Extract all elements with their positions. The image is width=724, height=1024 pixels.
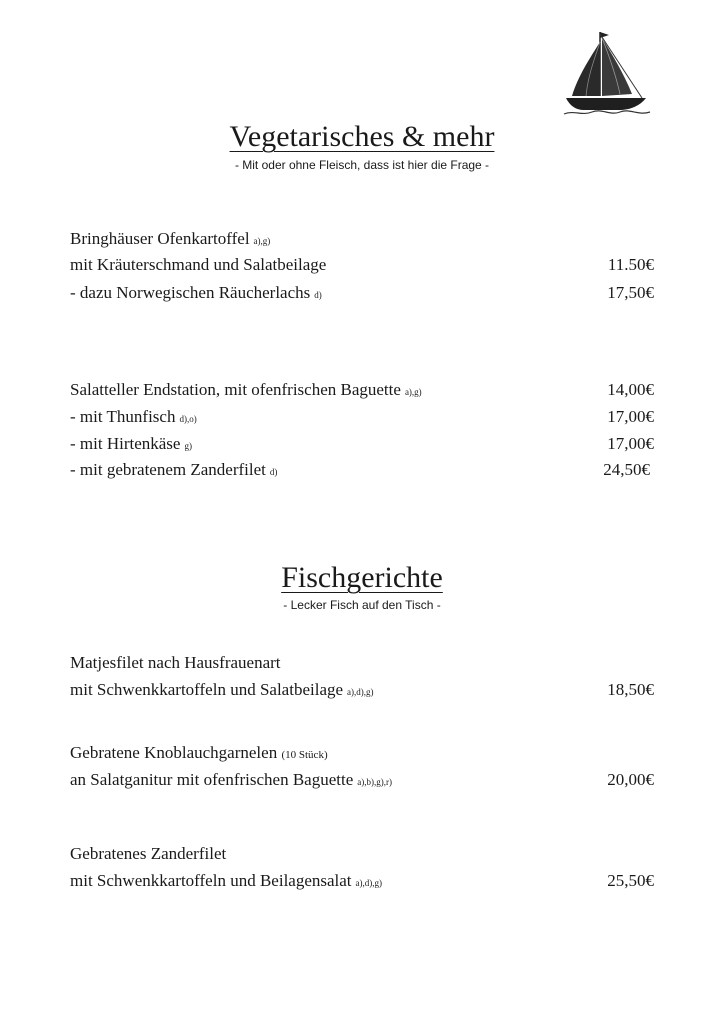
allergen-codes: a),g) bbox=[404, 387, 422, 397]
item-addon: - dazu Norwegischen Räucherlachs bbox=[70, 283, 311, 302]
item-addon: - mit gebratenem Zanderfilet bbox=[70, 460, 266, 479]
item-name: Bringhäuser Ofenkartoffel bbox=[70, 229, 250, 248]
item-price: 17,00€ bbox=[607, 407, 654, 426]
item-price: 17,50€ bbox=[607, 283, 654, 302]
item-addon: - mit Thunfisch bbox=[70, 407, 176, 426]
item-price: 11.50€ bbox=[607, 255, 654, 274]
item-price: 20,00€ bbox=[607, 770, 654, 789]
menu-line bbox=[70, 253, 654, 277]
menu-line bbox=[70, 768, 654, 792]
item-description: mit Schwenkkartoffeln und Beilagensalat bbox=[70, 871, 352, 890]
item-price: 25,50€ bbox=[607, 871, 654, 890]
menu-line bbox=[70, 405, 654, 429]
item-name: Gebratene Knoblauchgarnelen bbox=[70, 743, 278, 762]
menu-line bbox=[70, 741, 654, 765]
section-subtitle-fischgerichte: - Lecker Fisch auf den Tisch - bbox=[283, 598, 441, 612]
section-title-fischgerichte: Fischgerichte bbox=[281, 561, 443, 594]
item-name: Gebratenes Zanderfilet bbox=[70, 844, 227, 863]
item-name: Salatteller Endstation, mit ofenfrischen Baguette bbox=[70, 380, 401, 399]
menu-line bbox=[70, 432, 654, 456]
item-price: 18,50€ bbox=[607, 680, 654, 699]
allergen-codes: a),d),g) bbox=[355, 878, 383, 888]
allergen-codes: d),o) bbox=[179, 414, 197, 424]
menu-line bbox=[70, 651, 654, 675]
allergen-codes: a),g) bbox=[253, 236, 271, 246]
allergen-codes: d) bbox=[314, 290, 322, 300]
allergen-codes: d) bbox=[269, 467, 278, 477]
menu-line bbox=[70, 378, 654, 402]
item-description: mit Schwenkkartoffeln und Salatbeilage bbox=[70, 680, 344, 699]
item-price: 14,00€ bbox=[607, 380, 654, 399]
sailboat-logo-icon bbox=[560, 24, 652, 116]
allergen-codes: g) bbox=[184, 441, 192, 451]
item-price: 24,50€ bbox=[603, 460, 650, 479]
menu-line bbox=[70, 842, 654, 866]
menu-line bbox=[70, 678, 654, 702]
menu-line bbox=[70, 281, 654, 305]
item-name: Matjesfilet nach Hausfrauenart bbox=[70, 653, 281, 672]
allergen-codes: a),d),g) bbox=[347, 687, 374, 697]
item-description: mit Kräuterschmand und Salatbeilage bbox=[70, 255, 327, 274]
allergen-codes: a),b),g),r) bbox=[357, 777, 392, 787]
menu-line bbox=[70, 458, 654, 482]
item-note: (10 Stück) bbox=[281, 749, 328, 761]
item-addon: - mit Hirtenkäse bbox=[70, 434, 181, 453]
section-title-vegetarisches: Vegetarisches & mehr bbox=[229, 120, 495, 153]
menu-line bbox=[70, 227, 654, 251]
item-description: an Salatganitur mit ofenfrischen Baguette bbox=[70, 770, 354, 789]
item-price: 17,00€ bbox=[607, 434, 654, 453]
section-subtitle-vegetarisches: - Mit oder ohne Fleisch, dass ist hier die Frage - bbox=[234, 158, 490, 172]
menu-line bbox=[70, 869, 654, 893]
